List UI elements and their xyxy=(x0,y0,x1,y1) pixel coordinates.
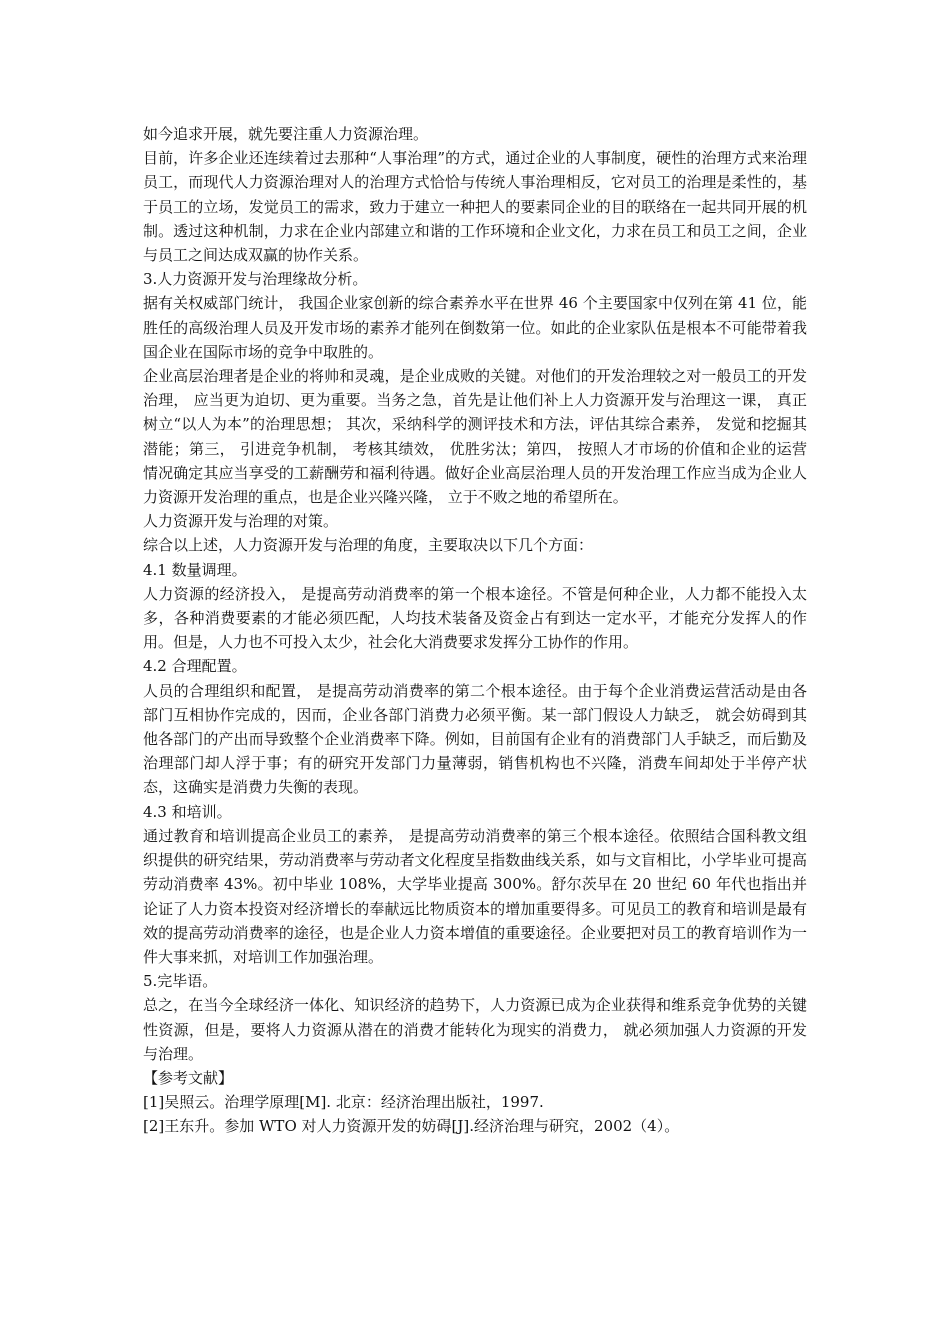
paragraph: 人力资源的经济投入， 是提高劳动消费率的第一个根本途径。不管是何种企业，人力都不能投入太多，各种消费要素的才能必须匹配，人均技术装备及资金占有到达一定水平，才能充分发挥人的作用。但是，人力也不可投入太少，社会化大消费要求发挥分工协作的作用。 xyxy=(143,584,807,652)
subsection-heading: 4.3 和培训。 xyxy=(143,802,232,821)
document-page xyxy=(143,122,807,1139)
subsection-heading: 4.1 数量调理。 xyxy=(143,560,247,579)
subsection-heading: 4.2 合理配置。 xyxy=(143,657,247,676)
section-heading: 人力资源开发与治理的对策。 xyxy=(143,512,339,531)
paragraph: 如今追求开展，就先要注重人力资源治理。 xyxy=(143,125,429,143)
paragraph: 企业高层治理者是企业的将帅和灵魂，是企业成败的关键。对他们的开发治理较之对一般员工的开发治理， 应当更为迫切、更为重要。当务之急，首先是让他们补上人力资源开发与治理这一课， 真正树立“以人为本”的治理思想； 其次，采纳科学的测评技术和方法，评估其综合素养， 发觉和挖掘其潜能；第三， 引进竞争机制， 考核其绩效， 优胜劣汰；第四， 按照人才市场的价值和企业的运营情况确定其应当享受的工薪酬劳和福利待遇。做好企业高层治理人员的开发治理工作应当成为企业人力资源开发治理的重点，也是企业兴隆兴隆， 立于不败之地的希望所在。 xyxy=(143,367,807,507)
section-heading: 5.完毕语。 xyxy=(143,972,218,991)
reference-item: [1]吴照云。治理学原理[M]. 北京：经济治理出版社，1997. xyxy=(143,1093,544,1112)
paragraph: 目前，许多企业还连续着过去那种“人事治理”的方式，通过企业的人事制度，硬性的治理方式来治理员工，而现代人力资源治理对人的治理方式恰恰与传统人事治理相反，它对员工的治理是柔性的，基于员工的立场，发觉员工的需求，致力于建立一种把人的要素同企业的目的联络在一起共同开展的机制。透过这种机制，力求在企业内部建立和谐的工作环境和企业文化，力求在员工和员工之间，企业与员工之间达成双赢的协作关系。 xyxy=(143,149,807,265)
paragraph: 人员的合理组织和配置， 是提高劳动消费率的第二个根本途径。由于每个企业消费运营活动是由各部门互相协作完成的，因而，企业各部门消费力必须平衡。某一部门假设人力缺乏， 就会妨碍到其他各部门的产出而导致整个企业消费率下降。例如，目前国有企业有的消费部门人手缺乏，而后勤及治理部门却人浮于事；有的研究开发部门力量薄弱，销售机构也不兴隆，消费车间却处于半停产状态，这确实是消费力失衡的表现。 xyxy=(143,681,807,797)
paragraph: 通过教育和培训提高企业员工的素养， 是提高劳动消费率的第三个根本途径。依照结合国科教文组织提供的研究结果，劳动消费率与劳动者文化程度呈指数曲线关系，如与文盲相比，小学毕业可提高劳动消费率 43%。初中毕业 108%，大学毕业提高 300%。舒尔茨早在 20 世纪 60 年代也指出并论证了人力资本投资对经济增长的奉献远比物质资本的增加重要得多。可见员工的教育和培训是最有效的提高劳动消费率的途径，也是企业人力资本增值的重要途径。企业要把对员工的教育培训作为一件大事来抓，对培训工作加强治理。 xyxy=(143,826,807,966)
section-heading: 3.人力资源开发与治理缘故分析。 xyxy=(143,270,368,289)
paragraph: 据有关权威部门统计， 我国企业家创新的综合素养水平在世界 46 个主要国家中仅列在第 41 位，能胜任的高级治理人员及开发市场的素养才能列在倒数第一位。如此的企业家队伍是根本不可能带着我国企业在国际市场的竞争中取胜的。 xyxy=(143,294,807,361)
paragraph: 综合以上述，人力资源开发与治理的角度，主要取决以下几个方面： xyxy=(143,536,594,555)
paragraph: 总之，在当今全球经济一体化、知识经济的趋势下，人力资源已成为企业获得和维系竞争优势的关键性资源，但是，要将人力资源从潜在的消费才能转化为现实的消费力， 就必须加强人力资源的开发与治理。 xyxy=(143,996,807,1063)
reference-item: [2]王东升。参加 WTO 对人力资源开发的妨碍[J].经济治理与研究，2002（4）。 xyxy=(143,1117,680,1136)
references-heading: 【参考文献】 xyxy=(143,1068,234,1087)
